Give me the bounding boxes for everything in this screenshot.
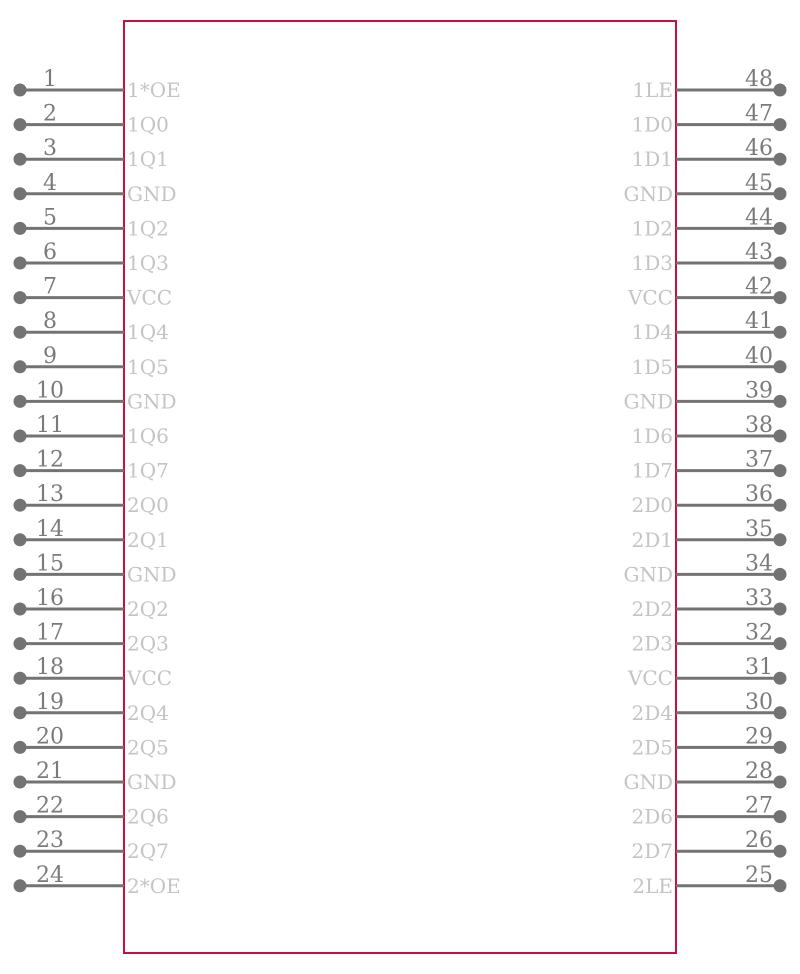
pin-endpoint xyxy=(774,879,787,892)
pin-34 xyxy=(623,551,786,586)
pin-endpoint xyxy=(774,257,787,270)
pin-26 xyxy=(632,828,787,863)
pin-endpoint xyxy=(774,395,787,408)
pin-number: 14 xyxy=(36,516,64,542)
pin-endpoint xyxy=(14,879,27,892)
pin-endpoint xyxy=(774,326,787,339)
pin-16 xyxy=(14,586,169,621)
pin-label: GND xyxy=(127,181,177,206)
pin-endpoint xyxy=(774,499,787,512)
pin-label: 2Q4 xyxy=(127,700,169,725)
pin-endpoint xyxy=(14,776,27,789)
pin-12 xyxy=(14,448,169,483)
pin-label: GND xyxy=(127,770,177,794)
pin-endpoint xyxy=(774,187,787,200)
pin-endpoint xyxy=(774,845,787,858)
pin-label: 1*OE xyxy=(127,78,181,102)
pin-number: 30 xyxy=(745,689,773,715)
pin-18 xyxy=(14,655,173,690)
pin-endpoint xyxy=(14,257,27,270)
pin-6 xyxy=(14,240,169,275)
pin-endpoint xyxy=(14,637,27,650)
pin-label: 2Q7 xyxy=(127,839,169,864)
pin-number: 9 xyxy=(43,343,57,369)
pin-47 xyxy=(632,102,787,137)
pin-4 xyxy=(14,171,177,206)
pin-endpoint xyxy=(774,706,787,719)
pin-label: GND xyxy=(623,389,673,414)
component-body xyxy=(124,21,676,953)
pin-endpoint xyxy=(14,360,27,373)
pin-endpoint xyxy=(774,291,787,304)
pin-27 xyxy=(632,794,787,829)
pin-number: 38 xyxy=(745,413,773,438)
pin-label: VCC xyxy=(627,285,673,310)
pin-label: VCC xyxy=(627,666,673,691)
pin-endpoint xyxy=(774,672,787,685)
pin-label: 1Q1 xyxy=(127,147,169,172)
pin-3 xyxy=(14,136,169,171)
pin-label: 2Q2 xyxy=(127,597,169,621)
pin-24 xyxy=(14,863,181,898)
pin-17 xyxy=(14,621,169,656)
pin-label: 1D2 xyxy=(631,216,673,241)
pin-label: 1Q3 xyxy=(127,251,169,275)
pin-endpoint xyxy=(774,810,787,823)
pin-label: GND xyxy=(623,181,673,206)
pin-19 xyxy=(14,690,169,725)
pin-label: 2D2 xyxy=(631,597,673,621)
pin-label: 2Q0 xyxy=(127,493,169,518)
pin-label: 1Q2 xyxy=(127,216,169,241)
pin-14 xyxy=(14,517,169,552)
pin-label: 2D7 xyxy=(631,839,673,864)
pin-label: 2D0 xyxy=(631,493,673,518)
pin-number: 24 xyxy=(36,862,64,888)
pin-endpoint xyxy=(774,222,787,235)
pin-10 xyxy=(14,378,177,413)
pin-number: 12 xyxy=(36,447,64,473)
pin-number: 42 xyxy=(745,274,773,300)
pin-endpoint xyxy=(774,533,787,546)
pin-endpoint xyxy=(14,568,27,581)
pin-35 xyxy=(632,517,787,552)
pin-number: 21 xyxy=(36,759,64,784)
pin-number: 27 xyxy=(745,793,773,819)
pin-number: 2 xyxy=(43,101,57,127)
pin-label: 1D5 xyxy=(631,354,673,379)
right-pin-group xyxy=(623,67,786,898)
pin-label: 2D3 xyxy=(631,631,673,656)
pin-33 xyxy=(632,586,787,621)
pin-endpoint xyxy=(14,499,27,512)
pin-label: 2D6 xyxy=(631,804,673,829)
pin-2 xyxy=(14,102,169,137)
pin-number: 8 xyxy=(43,309,57,335)
pin-label: 1D4 xyxy=(631,320,673,345)
pin-number: 1 xyxy=(43,67,57,92)
pin-1 xyxy=(14,67,181,102)
pin-8 xyxy=(14,309,169,344)
pin-number: 15 xyxy=(36,551,64,577)
pin-40 xyxy=(632,344,787,379)
pin-number: 11 xyxy=(36,413,64,438)
pin-label: 1D1 xyxy=(631,147,673,172)
pin-label: 2D4 xyxy=(631,700,673,725)
pin-44 xyxy=(632,205,787,240)
pin-20 xyxy=(14,724,169,759)
pin-5 xyxy=(14,205,169,240)
pin-number: 26 xyxy=(745,828,773,854)
pin-endpoint xyxy=(774,568,787,581)
pin-number: 7 xyxy=(43,274,57,300)
pin-label: 2*OE xyxy=(127,873,181,898)
pin-number: 20 xyxy=(36,724,64,750)
pin-21 xyxy=(14,759,177,794)
pin-11 xyxy=(14,413,169,448)
pin-number: 47 xyxy=(745,101,773,127)
pin-36 xyxy=(632,482,787,517)
pin-label: GND xyxy=(127,389,177,414)
pin-48 xyxy=(632,67,786,102)
pin-number: 18 xyxy=(36,655,64,681)
pin-label: 1Q5 xyxy=(127,354,169,379)
pin-endpoint xyxy=(774,84,787,97)
pin-label: 1D6 xyxy=(631,424,673,448)
pin-number: 10 xyxy=(36,378,64,404)
pin-label: 1LE xyxy=(632,78,673,102)
pin-number: 16 xyxy=(36,586,64,611)
pin-endpoint xyxy=(14,603,27,616)
pin-number: 35 xyxy=(745,516,773,542)
pin-number: 4 xyxy=(43,170,57,196)
left-pin-group xyxy=(14,67,181,898)
pin-endpoint xyxy=(14,395,27,408)
pin-number: 46 xyxy=(745,136,773,162)
pin-number: 6 xyxy=(43,240,57,265)
pin-endpoint xyxy=(14,222,27,235)
pin-endpoint xyxy=(14,464,27,477)
pin-endpoint xyxy=(774,603,787,616)
pin-number: 48 xyxy=(745,67,773,92)
pin-number: 44 xyxy=(745,205,773,231)
pin-label: GND xyxy=(127,562,177,587)
pin-label: 2D5 xyxy=(631,735,673,760)
pin-endpoint xyxy=(774,776,787,789)
pin-7 xyxy=(14,275,173,310)
pin-number: 3 xyxy=(43,136,57,162)
pin-number: 29 xyxy=(745,724,773,750)
pin-number: 40 xyxy=(745,343,773,369)
pin-45 xyxy=(623,171,786,206)
pin-label: VCC xyxy=(127,666,173,691)
pin-endpoint xyxy=(14,187,27,200)
pin-37 xyxy=(632,448,787,483)
pin-23 xyxy=(14,828,169,863)
pin-label: 1D0 xyxy=(631,112,673,137)
pin-46 xyxy=(632,136,787,171)
pin-number: 25 xyxy=(745,862,773,888)
pin-43 xyxy=(632,240,787,275)
pin-number: 34 xyxy=(745,551,773,577)
pin-number: 33 xyxy=(745,586,773,611)
pin-25 xyxy=(632,863,786,898)
pin-number: 13 xyxy=(36,482,64,508)
pin-label: 1Q0 xyxy=(127,112,169,137)
pin-number: 22 xyxy=(36,793,64,819)
pin-label: 1Q7 xyxy=(127,458,169,483)
pin-number: 5 xyxy=(43,205,57,231)
pin-endpoint xyxy=(14,810,27,823)
pin-number: 32 xyxy=(745,620,773,646)
pin-label: GND xyxy=(623,770,673,794)
pin-number: 31 xyxy=(745,655,773,681)
pin-number: 17 xyxy=(36,620,64,646)
pin-endpoint xyxy=(14,153,27,166)
pin-label: 2Q3 xyxy=(127,631,169,656)
pin-endpoint xyxy=(774,360,787,373)
pin-number: 19 xyxy=(36,689,64,715)
pin-endpoint xyxy=(14,430,27,443)
pin-endpoint xyxy=(774,430,787,443)
pin-endpoint xyxy=(14,741,27,754)
pin-label: 2Q5 xyxy=(127,735,169,760)
pin-endpoint xyxy=(774,464,787,477)
pin-number: 28 xyxy=(745,759,773,784)
pin-endpoint xyxy=(14,326,27,339)
pin-endpoint xyxy=(14,672,27,685)
pin-39 xyxy=(623,378,786,413)
pin-number: 41 xyxy=(745,309,773,335)
pin-endpoint xyxy=(14,706,27,719)
pin-endpoint xyxy=(14,84,27,97)
pin-label: 2Q1 xyxy=(127,527,169,552)
pin-22 xyxy=(14,794,169,829)
pin-32 xyxy=(632,621,787,656)
pin-number: 37 xyxy=(745,447,773,473)
pin-41 xyxy=(632,309,787,344)
pin-number: 43 xyxy=(745,240,773,265)
pin-label: 2Q6 xyxy=(127,804,169,829)
pin-endpoint xyxy=(774,153,787,166)
pin-30 xyxy=(632,690,787,725)
pin-label: 1D3 xyxy=(631,251,673,275)
pin-number: 23 xyxy=(36,828,64,854)
pin-endpoint xyxy=(774,741,787,754)
pin-endpoint xyxy=(14,118,27,131)
pin-number: 39 xyxy=(745,378,773,404)
pin-29 xyxy=(632,724,787,759)
pin-31 xyxy=(627,655,787,690)
pin-15 xyxy=(14,551,177,586)
pin-label: 1Q4 xyxy=(127,320,169,345)
pin-28 xyxy=(623,759,786,794)
pin-label: 1D7 xyxy=(631,458,673,483)
pin-13 xyxy=(14,482,169,517)
pin-label: 1Q6 xyxy=(127,424,169,448)
pin-label: 2LE xyxy=(632,873,673,898)
pin-endpoint xyxy=(14,291,27,304)
pin-endpoint xyxy=(14,845,27,858)
pin-label: 2D1 xyxy=(631,527,673,552)
pin-number: 36 xyxy=(745,482,773,508)
pin-endpoint xyxy=(774,118,787,131)
pin-label: VCC xyxy=(127,285,173,310)
pin-number: 45 xyxy=(745,170,773,196)
pin-42 xyxy=(627,275,787,310)
pin-endpoint xyxy=(774,637,787,650)
pin-label: GND xyxy=(623,562,673,587)
pin-9 xyxy=(14,344,169,379)
pin-endpoint xyxy=(14,533,27,546)
pin-38 xyxy=(632,413,787,448)
